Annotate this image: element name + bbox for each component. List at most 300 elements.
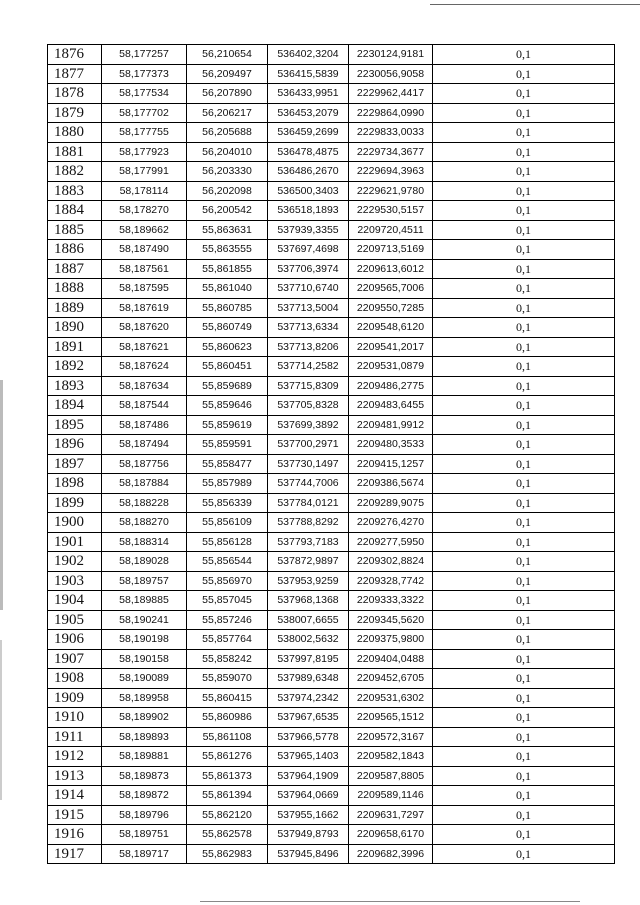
table-row [48,279,615,299]
point-number-cell: 1884 [48,201,102,221]
longitude-cell: 56,204010 [187,142,268,162]
point-number-cell: 1877 [48,64,102,84]
coord-y-cell: 2209541,2017 [349,337,433,357]
coord-x-cell: 537939,3355 [268,220,349,240]
longitude-cell: 55,862983 [187,844,268,864]
point-number-cell: 1899 [48,493,102,513]
latitude-cell: 58,187624 [102,357,187,377]
error-value-cell: 0,1 [433,84,615,104]
longitude-cell: 55,860415 [187,688,268,708]
longitude-cell: 55,863631 [187,220,268,240]
table-row [48,610,615,630]
coord-x-cell: 536433,9951 [268,84,349,104]
coord-y-cell: 2209550,7285 [349,298,433,318]
table-row [48,201,615,221]
table-row [48,766,615,786]
error-value-cell: 0,1 [433,142,615,162]
error-value-cell: 0,1 [433,279,615,299]
longitude-cell: 55,860623 [187,337,268,357]
bottom-rule [200,901,580,902]
longitude-cell: 55,859070 [187,669,268,689]
coord-x-cell: 537965,1403 [268,747,349,767]
table-row [48,708,615,728]
latitude-cell: 58,177373 [102,64,187,84]
error-value-cell: 0,1 [433,123,615,143]
table-row [48,415,615,435]
point-number-cell: 1914 [48,786,102,806]
coord-x-cell: 537949,8793 [268,825,349,845]
point-number-cell: 1902 [48,552,102,572]
point-number-cell: 1896 [48,435,102,455]
table-row [48,240,615,260]
latitude-cell: 58,189881 [102,747,187,767]
latitude-cell: 58,187494 [102,435,187,455]
longitude-cell: 56,205688 [187,123,268,143]
longitude-cell: 55,860749 [187,318,268,338]
coord-x-cell: 538007,6655 [268,610,349,630]
point-number-cell: 1876 [48,45,102,65]
error-value-cell: 0,1 [433,181,615,201]
longitude-cell: 55,861108 [187,727,268,747]
coord-x-cell: 537730,1497 [268,454,349,474]
error-value-cell: 0,1 [433,493,615,513]
point-number-cell: 1888 [48,279,102,299]
coord-y-cell: 2209415,1257 [349,454,433,474]
coord-y-cell: 2209631,7297 [349,805,433,825]
table-row [48,649,615,669]
latitude-cell: 58,177923 [102,142,187,162]
latitude-cell: 58,188228 [102,493,187,513]
point-number-cell: 1917 [48,844,102,864]
error-value-cell: 0,1 [433,259,615,279]
longitude-cell: 55,861040 [187,279,268,299]
coord-y-cell: 2229734,3677 [349,142,433,162]
error-value-cell: 0,1 [433,766,615,786]
coord-x-cell: 537713,6334 [268,318,349,338]
coord-x-cell: 536453,2079 [268,103,349,123]
coord-x-cell: 537715,8309 [268,376,349,396]
coord-y-cell: 2209682,3996 [349,844,433,864]
coord-y-cell: 2209572,3167 [349,727,433,747]
table-row [48,162,615,182]
point-number-cell: 1889 [48,298,102,318]
coord-y-cell: 2209589,1146 [349,786,433,806]
table-row [48,747,615,767]
point-number-cell: 1897 [48,454,102,474]
latitude-cell: 58,188314 [102,532,187,552]
point-number-cell: 1909 [48,688,102,708]
latitude-cell: 58,187490 [102,240,187,260]
table-row [48,376,615,396]
longitude-cell: 55,859646 [187,396,268,416]
longitude-cell: 55,857045 [187,591,268,611]
latitude-cell: 58,189902 [102,708,187,728]
table-row [48,688,615,708]
coord-y-cell: 2229530,5157 [349,201,433,221]
coord-x-cell: 537699,3892 [268,415,349,435]
table-row [48,84,615,104]
error-value-cell: 0,1 [433,103,615,123]
coord-y-cell: 2209289,9075 [349,493,433,513]
coord-y-cell: 2209565,7006 [349,279,433,299]
coord-x-cell: 536486,2670 [268,162,349,182]
coord-y-cell: 2209375,9800 [349,630,433,650]
longitude-cell: 55,861276 [187,747,268,767]
error-value-cell: 0,1 [433,337,615,357]
longitude-cell: 56,200542 [187,201,268,221]
table-row [48,805,615,825]
error-value-cell: 0,1 [433,805,615,825]
point-number-cell: 1906 [48,630,102,650]
longitude-cell: 55,859591 [187,435,268,455]
error-value-cell: 0,1 [433,415,615,435]
table-row [48,435,615,455]
latitude-cell: 58,177755 [102,123,187,143]
error-value-cell: 0,1 [433,786,615,806]
table-row [48,571,615,591]
point-number-cell: 1891 [48,337,102,357]
coord-x-cell: 537989,6348 [268,669,349,689]
longitude-cell: 55,857764 [187,630,268,650]
coord-y-cell: 2209531,0879 [349,357,433,377]
point-number-cell: 1898 [48,474,102,494]
longitude-cell: 55,856339 [187,493,268,513]
point-number-cell: 1916 [48,825,102,845]
coord-x-cell: 537945,8496 [268,844,349,864]
latitude-cell: 58,189958 [102,688,187,708]
table-row [48,357,615,377]
coord-x-cell: 537967,6535 [268,708,349,728]
table-row [48,532,615,552]
table-row [48,45,615,65]
error-value-cell: 0,1 [433,747,615,767]
longitude-cell: 55,862120 [187,805,268,825]
coord-y-cell: 2209333,3322 [349,591,433,611]
latitude-cell: 58,187756 [102,454,187,474]
latitude-cell: 58,187884 [102,474,187,494]
longitude-cell: 55,858477 [187,454,268,474]
longitude-cell: 55,859619 [187,415,268,435]
latitude-cell: 58,189885 [102,591,187,611]
table-row [48,591,615,611]
point-number-cell: 1893 [48,376,102,396]
coord-y-cell: 2229962,4417 [349,84,433,104]
top-rule [430,4,640,5]
coord-x-cell: 537713,5004 [268,298,349,318]
error-value-cell: 0,1 [433,571,615,591]
latitude-cell: 58,189751 [102,825,187,845]
coord-y-cell: 2209613,6012 [349,259,433,279]
error-value-cell: 0,1 [433,532,615,552]
latitude-cell: 58,187620 [102,318,187,338]
error-value-cell: 0,1 [433,474,615,494]
coord-x-cell: 536459,2699 [268,123,349,143]
point-number-cell: 1908 [48,669,102,689]
scan-edge-mark [0,380,3,610]
table-row [48,220,615,240]
point-number-cell: 1907 [48,649,102,669]
latitude-cell: 58,189796 [102,805,187,825]
coord-x-cell: 537713,8206 [268,337,349,357]
table-row [48,786,615,806]
point-number-cell: 1887 [48,259,102,279]
table-row [48,396,615,416]
error-value-cell: 0,1 [433,240,615,260]
table-row [48,318,615,338]
latitude-cell: 58,190198 [102,630,187,650]
coord-y-cell: 2209486,2775 [349,376,433,396]
longitude-cell: 55,856128 [187,532,268,552]
latitude-cell: 58,177991 [102,162,187,182]
point-number-cell: 1885 [48,220,102,240]
coord-x-cell: 537966,5778 [268,727,349,747]
longitude-cell: 56,202098 [187,181,268,201]
coord-y-cell: 2209565,1512 [349,708,433,728]
error-value-cell: 0,1 [433,708,615,728]
point-number-cell: 1881 [48,142,102,162]
latitude-cell: 58,177257 [102,45,187,65]
error-value-cell: 0,1 [433,513,615,533]
table-row [48,298,615,318]
table-row [48,825,615,845]
longitude-cell: 56,210654 [187,45,268,65]
coord-x-cell: 536478,4875 [268,142,349,162]
table-row [48,259,615,279]
table-row [48,513,615,533]
error-value-cell: 0,1 [433,591,615,611]
coord-y-cell: 2209531,6302 [349,688,433,708]
coord-x-cell: 537710,6740 [268,279,349,299]
coord-y-cell: 2209483,6455 [349,396,433,416]
coord-y-cell: 2209720,4511 [349,220,433,240]
latitude-cell: 58,189872 [102,786,187,806]
coord-y-cell: 2229621,9780 [349,181,433,201]
table-body [48,45,615,864]
coord-x-cell: 536500,3403 [268,181,349,201]
coord-x-cell: 537700,2971 [268,435,349,455]
latitude-cell: 58,187619 [102,298,187,318]
coord-x-cell: 537953,9259 [268,571,349,591]
coord-x-cell: 538002,5632 [268,630,349,650]
error-value-cell: 0,1 [433,610,615,630]
coord-x-cell: 537697,4698 [268,240,349,260]
longitude-cell: 55,859689 [187,376,268,396]
latitude-cell: 58,190241 [102,610,187,630]
longitude-cell: 56,203330 [187,162,268,182]
point-number-cell: 1903 [48,571,102,591]
coord-x-cell: 537706,3974 [268,259,349,279]
table-row [48,454,615,474]
coord-y-cell: 2229864,0990 [349,103,433,123]
latitude-cell: 58,189028 [102,552,187,572]
longitude-cell: 55,856109 [187,513,268,533]
table-row [48,337,615,357]
error-value-cell: 0,1 [433,669,615,689]
longitude-cell: 55,861855 [187,259,268,279]
latitude-cell: 58,187634 [102,376,187,396]
error-value-cell: 0,1 [433,201,615,221]
point-number-cell: 1882 [48,162,102,182]
error-value-cell: 0,1 [433,162,615,182]
point-number-cell: 1904 [48,591,102,611]
longitude-cell: 55,862578 [187,825,268,845]
error-value-cell: 0,1 [433,649,615,669]
longitude-cell: 56,206217 [187,103,268,123]
coord-y-cell: 2229694,3963 [349,162,433,182]
error-value-cell: 0,1 [433,825,615,845]
coord-x-cell: 537744,7006 [268,474,349,494]
table-row [48,64,615,84]
table-row [48,727,615,747]
coord-y-cell: 2229833,0033 [349,123,433,143]
coord-x-cell: 537964,0669 [268,786,349,806]
longitude-cell: 55,856544 [187,552,268,572]
longitude-cell: 55,857989 [187,474,268,494]
coord-x-cell: 536415,5839 [268,64,349,84]
table-row [48,181,615,201]
point-number-cell: 1910 [48,708,102,728]
error-value-cell: 0,1 [433,64,615,84]
coord-x-cell: 537955,1662 [268,805,349,825]
point-number-cell: 1878 [48,84,102,104]
point-number-cell: 1901 [48,532,102,552]
point-number-cell: 1894 [48,396,102,416]
table-row [48,103,615,123]
longitude-cell: 56,207890 [187,84,268,104]
point-number-cell: 1892 [48,357,102,377]
error-value-cell: 0,1 [433,318,615,338]
coord-y-cell: 2209276,4270 [349,513,433,533]
error-value-cell: 0,1 [433,376,615,396]
coord-y-cell: 2209277,5950 [349,532,433,552]
point-number-cell: 1915 [48,805,102,825]
coord-x-cell: 537714,2582 [268,357,349,377]
point-number-cell: 1883 [48,181,102,201]
coord-x-cell: 536402,3204 [268,45,349,65]
longitude-cell: 55,856970 [187,571,268,591]
coord-y-cell: 2209481,9912 [349,415,433,435]
latitude-cell: 58,190089 [102,669,187,689]
table-row [48,630,615,650]
coord-x-cell: 537997,8195 [268,649,349,669]
latitude-cell: 58,188270 [102,513,187,533]
coord-y-cell: 2209713,5169 [349,240,433,260]
coord-x-cell: 537964,1909 [268,766,349,786]
coord-y-cell: 2209587,8805 [349,766,433,786]
longitude-cell: 55,861394 [187,786,268,806]
table-row [48,552,615,572]
coord-y-cell: 2209404,0488 [349,649,433,669]
latitude-cell: 58,189893 [102,727,187,747]
coord-y-cell: 2209302,8824 [349,552,433,572]
coordinates-table [47,44,615,864]
scan-edge-mark [0,640,2,800]
coord-x-cell: 536518,1893 [268,201,349,221]
error-value-cell: 0,1 [433,298,615,318]
point-number-cell: 1890 [48,318,102,338]
coord-x-cell: 537968,1368 [268,591,349,611]
latitude-cell: 58,187486 [102,415,187,435]
coord-x-cell: 537784,0121 [268,493,349,513]
coord-y-cell: 2230124,9181 [349,45,433,65]
point-number-cell: 1879 [48,103,102,123]
point-number-cell: 1912 [48,747,102,767]
latitude-cell: 58,187595 [102,279,187,299]
latitude-cell: 58,187544 [102,396,187,416]
point-number-cell: 1911 [48,727,102,747]
latitude-cell: 58,178114 [102,181,187,201]
longitude-cell: 55,861373 [187,766,268,786]
latitude-cell: 58,187561 [102,259,187,279]
point-number-cell: 1880 [48,123,102,143]
error-value-cell: 0,1 [433,396,615,416]
table-row [48,142,615,162]
error-value-cell: 0,1 [433,552,615,572]
coord-x-cell: 537872,9897 [268,552,349,572]
longitude-cell: 55,860785 [187,298,268,318]
point-number-cell: 1905 [48,610,102,630]
table-row [48,493,615,513]
error-value-cell: 0,1 [433,454,615,474]
longitude-cell: 55,860986 [187,708,268,728]
coord-x-cell: 537974,2342 [268,688,349,708]
latitude-cell: 58,189717 [102,844,187,864]
coord-y-cell: 2230056,9058 [349,64,433,84]
table-row [48,123,615,143]
latitude-cell: 58,178270 [102,201,187,221]
error-value-cell: 0,1 [433,220,615,240]
latitude-cell: 58,189662 [102,220,187,240]
coord-y-cell: 2209658,6170 [349,825,433,845]
longitude-cell: 55,858242 [187,649,268,669]
latitude-cell: 58,190158 [102,649,187,669]
error-value-cell: 0,1 [433,844,615,864]
point-number-cell: 1913 [48,766,102,786]
coord-y-cell: 2209386,5674 [349,474,433,494]
error-value-cell: 0,1 [433,45,615,65]
point-number-cell: 1895 [48,415,102,435]
coord-x-cell: 537793,7183 [268,532,349,552]
error-value-cell: 0,1 [433,435,615,455]
latitude-cell: 58,189757 [102,571,187,591]
table-row [48,474,615,494]
point-number-cell: 1900 [48,513,102,533]
coord-y-cell: 2209345,5620 [349,610,433,630]
error-value-cell: 0,1 [433,727,615,747]
latitude-cell: 58,177702 [102,103,187,123]
longitude-cell: 56,209497 [187,64,268,84]
longitude-cell: 55,860451 [187,357,268,377]
coord-y-cell: 2209548,6120 [349,318,433,338]
coord-y-cell: 2209328,7742 [349,571,433,591]
table-row [48,844,615,864]
coord-y-cell: 2209582,1843 [349,747,433,767]
coord-x-cell: 537705,8328 [268,396,349,416]
coord-x-cell: 537788,8292 [268,513,349,533]
coord-y-cell: 2209480,3533 [349,435,433,455]
point-number-cell: 1886 [48,240,102,260]
latitude-cell: 58,187621 [102,337,187,357]
coord-y-cell: 2209452,6705 [349,669,433,689]
latitude-cell: 58,177534 [102,84,187,104]
longitude-cell: 55,863555 [187,240,268,260]
error-value-cell: 0,1 [433,630,615,650]
error-value-cell: 0,1 [433,688,615,708]
error-value-cell: 0,1 [433,357,615,377]
table-row [48,669,615,689]
longitude-cell: 55,857246 [187,610,268,630]
latitude-cell: 58,189873 [102,766,187,786]
